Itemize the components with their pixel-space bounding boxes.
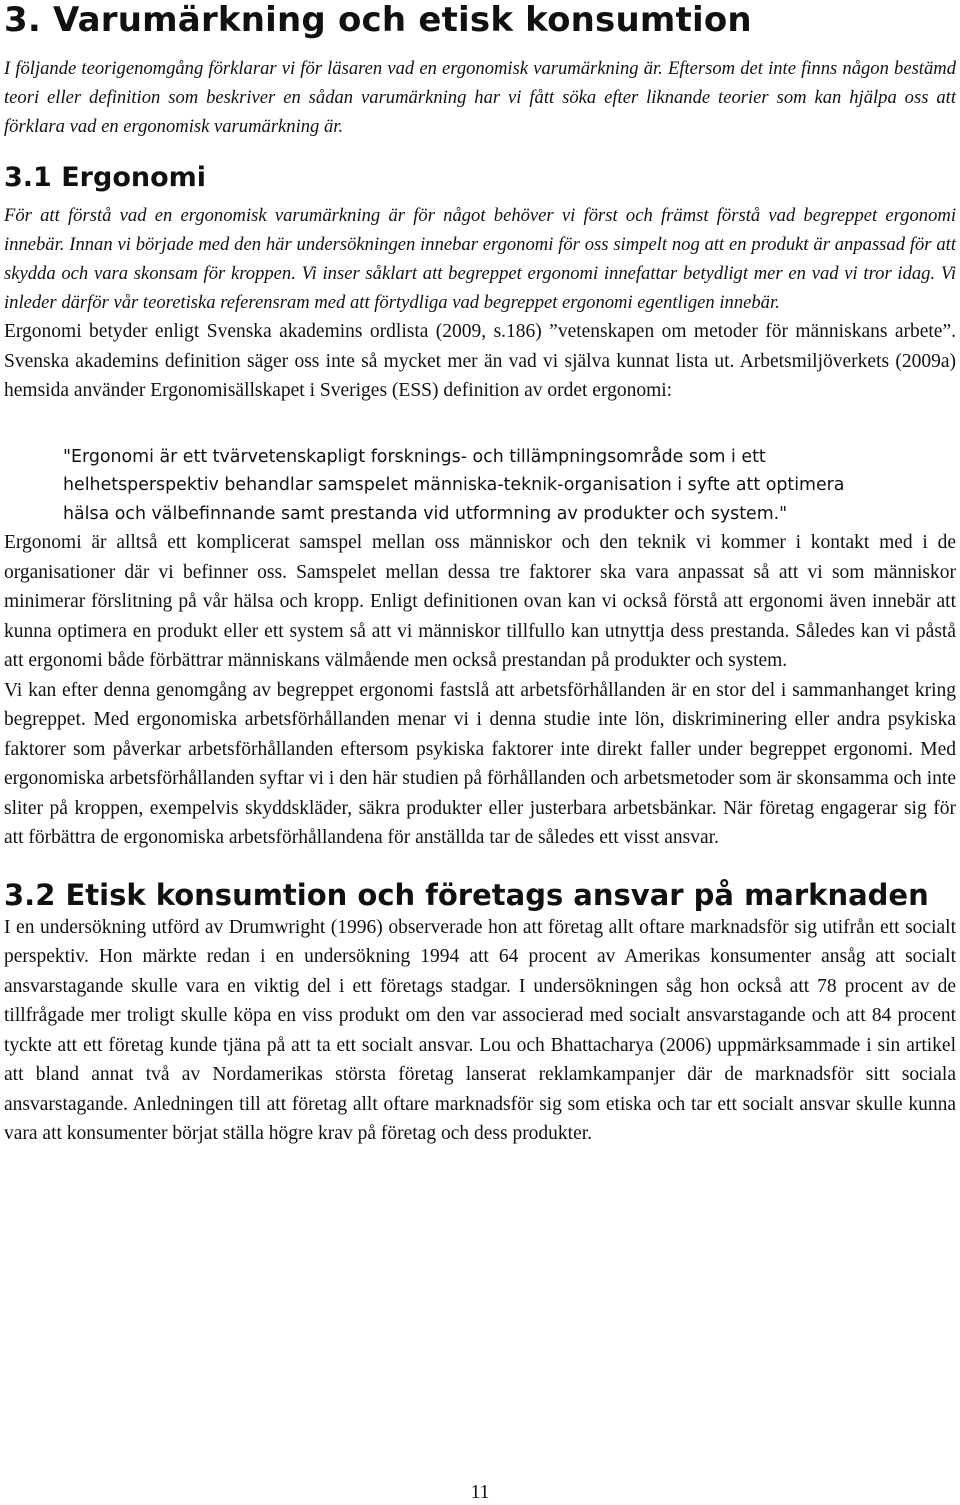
chapter-intro: I följande teorigenomgång förklarar vi för läsaren vad en ergonomisk varumärkning är. Eftersom det inte finns någon bestämd teori eller definition som beskriver en sådan varumärkning har vi fått söka efter liknande teorier som kan hjälpa oss att förklara vad en ergonomisk varumärkning är. [4,58,956,137]
section-heading-etisk-konsumtion: 3.2 Etisk konsumtion och företags ansvar på marknaden [4,877,929,912]
body-paragraph: Ergonomi betyder enligt Svenska akademins ordlista (2009, s.186) ”vetenskapen om metoder för människans arbete”. Svenska akademins definition säger oss inte så mycket mer än vad vi själva kunnat lista ut. Arbetsmiljöverkets (2009a) hemsida använder Ergonomisällskapet i Sveriges (ESS) definition av ordet ergonomi: [4,321,956,401]
section-heading-ergonomi: 3.1 Ergonomi [4,162,207,193]
section-intro-italic: För att förstå vad en ergonomisk varumärkning är för något behöver vi först och främst förstå vad begreppet ergonomi innebär. Innan vi började med den här undersökningen innebar ergonomi för oss simpelt nog att en produkt är anpassad för att skydda och vara skonsam för kroppen. Vi inser såklart att begreppet ergonomi innefattar betydligt mer en vad vi tror idag. Vi inleder därför vår teoretiska referensram med att förtydliga vad begreppet ergonomi egentligen innebär. [4,205,956,313]
chapter-title: 3. Varumärkning och etisk konsumtion [4,0,752,40]
body-paragraph: I en undersökning utförd av Drumwright (1996) observerade hon att företag allt oftare marknadsför sig utifrån ett socialt perspektiv. Hon märkte redan i en undersökning 1994 att 64 procent av Amerikas konsumenter ansåg att socialt ansvarstagande skulle vara en viktig del i ett företags stadgar. I undersökningen såg hon också att 78 procent av de tillfrågade mer troligt skulle köpa en viss produkt om den var associerad med socialt ansvarstagande och att 84 procent tyckte att ett företag kunde tjäna på att ta ett socialt ansvar. Lou och Bhattacharya (2006) uppmärksammade i sin artikel att bland annat två av Nordamerikas största företag lanserat reklamkampanjer där de marknadsför sitt sociala ansvarstagande. Anledningen till att företag allt oftare marknadsför sig som etiska och tar ett socialt ansvar skulle kunna vara att konsumenter börjat ställa högre krav på företag och dess produkter. [4,916,956,1144]
page-number: 11 [470,1482,490,1503]
block-quote: "Ergonomi är ett tvärvetenskapligt forsknings- och tillämpningsområde som i ett helhetsperspektiv behandlar samspelet människa-teknik-organisation i syfte att optimera hälsa och välbefinnande samt prestanda vid utformning av produkter och system." [63,446,845,524]
body-paragraph: Ergonomi är alltså ett komplicerat samspel mellan oss människor och den teknik vi kommer i kontakt med i de organisationer där vi befinner oss. Samspelet mellan dessa tre faktorer ska vara anpassat så att vi som människor minimerar förslitning på vår hälsa och kropp. Enligt definitionen ovan kan vi också förstå att ergonomi även innebär att kunna optimera en produkt eller ett system så att vi människor tillfullo kan utnyttja dess prestanda. Således kan vi påstå att ergonomi både förbättrar människans välmående men också prestandan på produkter och system. [4,532,956,671]
body-paragraph: Vi kan efter denna genomgång av begreppet ergonomi fastslå att arbetsförhållanden är en stor del i sammanhanget kring begreppet. Med ergonomiska arbetsförhållanden menar vi i denna studie inte lön, diskriminering eller andra psykiska faktorer som påverkar arbetsförhållanden eftersom psykiska faktorer inte direkt faller under begreppet ergonomi. Med ergonomiska arbetsförhållanden syftar vi i den här studien på förhållanden och arbetsmetoder som är skonsamma och inte sliter på kroppen, exempelvis skyddskläder, säkra produkter eller justerbara arbetsbänkar. När företag engagerar sig för att förbättra de ergonomiska arbetsförhållandena för anställda tar de således ett visst ansvar. [4,679,956,848]
document-page [4,0,956,1149]
